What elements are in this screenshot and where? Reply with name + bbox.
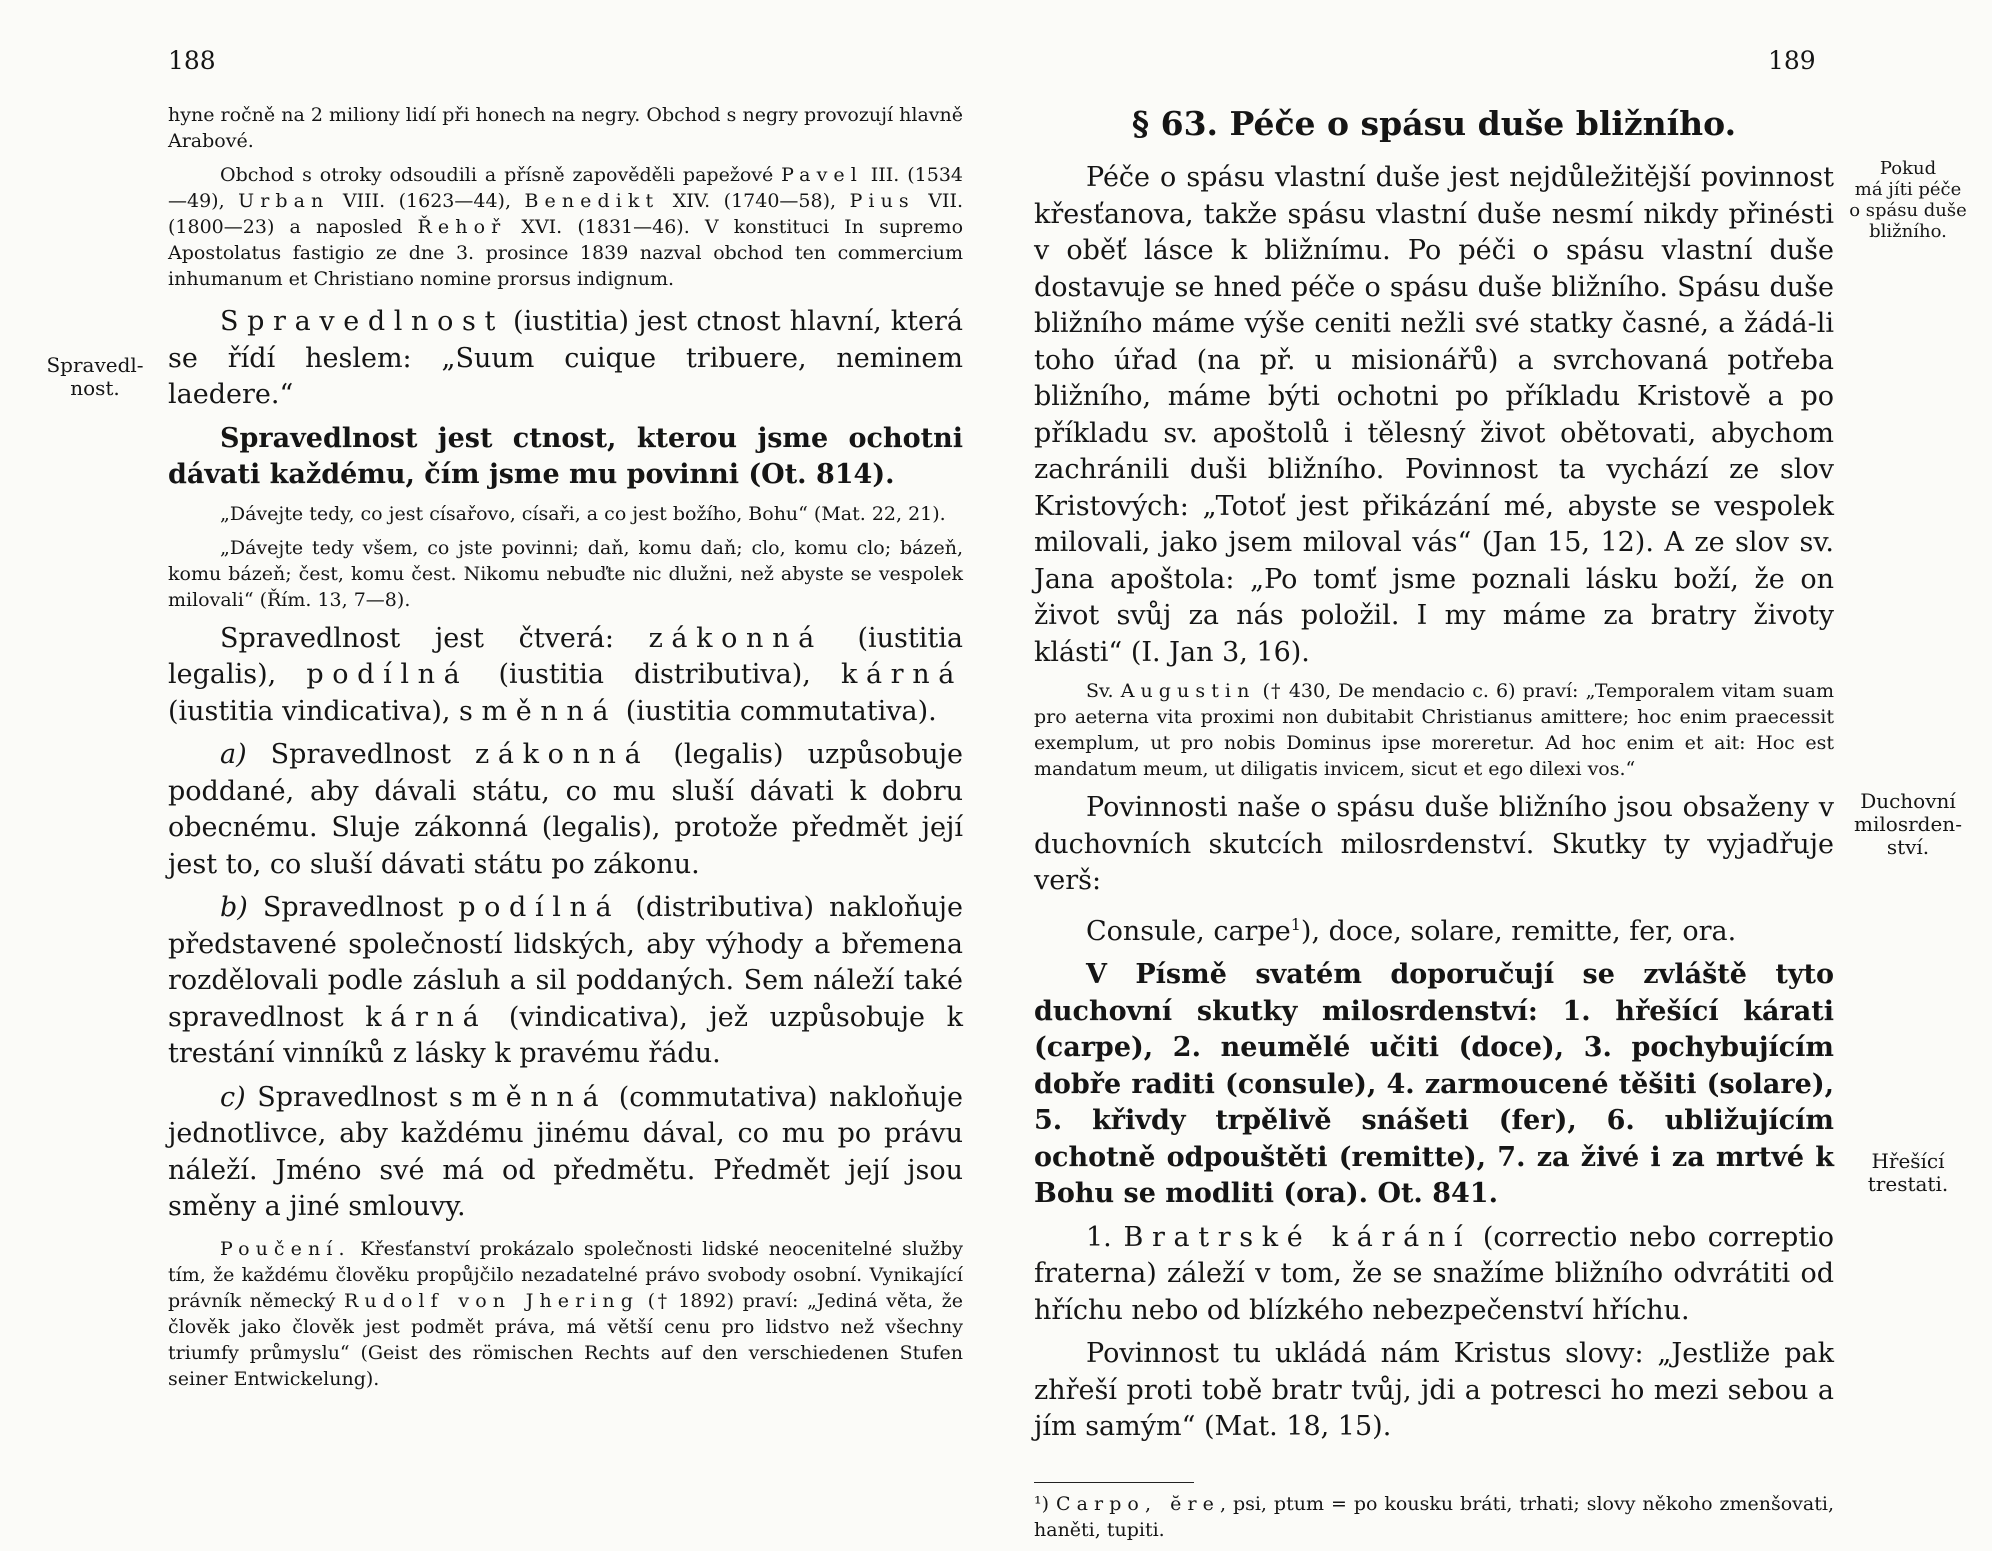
teaching-paragraph: Poučení. Křesťanství prokázalo společnosti lidské neocenitelné služby tím, že každému člověku propůjčilo nezadatelné právo svobody osobní. Vynikající právník německý Rudolf von Jhering († 1892) praví: „Jediná věta, že člověk jako člověk jest podmět práva, má větší cenu pro lidstvo než všechny triumfy průmyslu“ (Geist des römischen Rechts auf den verschiedenen Stufen seiner Entwickelung). (168, 1237, 964, 1390)
left-page (0, 0, 996, 1500)
popes-paragraph: Obchod s otroky odsoudili a přísně zapověděli papežové Pavel III. (1534—49), Urban VIII. (1623—44), Benedikt XIV. (1740—58), Pius VII. (1800—23) a naposled Řehoř XVI. (1831—46). V konstituci In supremo Apostolatus fastigio ze dne 3. prosince 1839 nazval obchod ten commercium inhumanum et Christiano nomine prorsus indignum. (168, 164, 964, 290)
augustine-quote: Sv. Augustin († 430, De mendacio c. 6) praví: „Temporalem vitam suam pro aeterna vita proximi non dubitabit Christianus amittere; hoc enim praecessit exemplum, ut pro nobis Dominus ipse moreretur. Ad hoc enim et ait: Hoc est mandatum meum, ut diligatis invicem, sicut et ego dilexi vos.“ (1034, 680, 1834, 780)
page-number: 189 (1768, 46, 1816, 75)
margin-note-care: Pokud má jíti péče o spásu duše bližního. (1849, 158, 1967, 242)
verse-line: Consule, carpe$^1$), doce, solare, remitte, fer, ora. (1086, 914, 1737, 947)
right-page (996, 0, 1992, 1541)
paragraph-a: a) Spravedlnost zákonná (legalis) uzpůsobuje poddané, aby dávali státu, co mu sluší dávati k dobru obecnému. Sluje zákonná (legalis), protože předmět její jest to, co sluší dávati státu po zákonu. (168, 739, 964, 880)
margin-note-spiritual-mercy: Duchovní milosrden- ství. (1854, 789, 1962, 859)
works-bold-list: V Písmě svatém doporučují se zvláště tyto duchovní skutky milosrdenství: 1. hřešící kárati (carpe), 2. neumělé učiti (doce), 3. pochybujícím dobře raditi (consule), 4. zarmoucené těšiti (solare), 5. křivdy trpělivě snášeti (fer), 6. ubližujícím ochotně odpouštěti (remitte), 7. za živé i za mrtvé k Bohu se modliti (ora). Ot. 841. (1034, 959, 1834, 1209)
left-text-column (168, 102, 963, 1400)
paragraph-care-of-soul: Péče o spásu vlastní duše jest nejdůležitější povinnost křesťanova, takže spásu vlastní duše nesmí nikdy přinésti v oběť lásce k bližnímu. Po péči o spásu vlastní duše dostavuje se hned péče o spásu duše bližního. Spásu duše bližního máme výše ceniti nežli své statky časné, a žádá-li toho úřad (na př. u misionářů) a svrchovaná potřeba bližního, máme býti ochotni po příkladu Kristově a po příkladu sv. apoštolů i tělesný život obětovati, abychom zachránili duši bližního. Povinnost ta vychází ze slov Kristových: „Totoť jest přikázání mé, abyste se vespolek milovali, jako jsem miloval vás“ (Jan 15, 12). A ze slov sv. Jana apoštola: „Po tomť jsme poznali lásku boží, že on život svůj za nás položil. I my máme za bratry životy klásti“ (I. Jan 3, 16). (1034, 162, 1834, 668)
page-number: 188 (168, 46, 216, 75)
paragraph-c: c) Spravedlnost směnná (commutativa) nakloňuje jednotlivce, aby každému jinému dával, co mu po právu náleží. Jméno své má od předmětu. Předmět její jsou směny a jiné smlouvy. (168, 1081, 963, 1222)
paragraph-b: b) Spravedlnost podílná (distributiva) nakloňuje představené společností lidských, aby výhody a břemena rozdělovali podle zásluh a sil poddaných. Sem náleží také spravedlnost kárná (vindicativa), jež uzpůsobuje k trestání vinníků z lásky k pravému řádu. (168, 892, 963, 1069)
intro-paragraph: hyne ročně na 2 miliony lidí při honech na negry. Obchod s negry provozují hlavně Arabové. (168, 104, 963, 152)
justice-bold-definition: Spravedlnost jest ctnost, kterou jsme ochotni dávati každému, čím jsme mu povinni (Ot. 814). (168, 422, 963, 490)
quote-romans: „Dávejte tedy všem, co jste povinni; daň, komu daň; clo, komu clo; bázeň, komu bázeň; čest, komu čest. Nikomu nebuďte nic dlužni, než abyste se vespolek milovali“ (Řím. 13, 7—8). (168, 536, 963, 611)
margin-note-justice: Spravedl- nost. (46, 353, 144, 400)
paragraph-fraternal-correction: 1. Bratrské kárání (correctio nebo correptio fraterna) záleží v tom, že se snažíme bližního odvrátiti od hříchu nebo od blízkého nebezpečenství hříchu. (1034, 1221, 1834, 1326)
fourfold-paragraph: Spravedlnost jest čtverá: zákonná (iustitia legalis), podílná (iustitia distributiva), kárná (iustitia vindicativa), směnná (iustitia commutativa). (168, 622, 963, 727)
margin-note-sinners: Hřešící trestati. (1867, 1149, 1949, 1196)
section-heading: § 63. Péče o spásu duše bližního. (1131, 104, 1737, 143)
footnote: ¹) Carpo, ĕre, psi, ptum = po kousku bráti, trhati; slovy někoho zmenšovati, haněti, tupiti. (1034, 1492, 1834, 1541)
quote-matthew: „Dávejte tedy, co jest císařovo, císaři, a co jest božího, Bohu“ (Mat. 22, 21). (220, 502, 946, 525)
right-text-column (1034, 102, 1834, 1551)
justice-definition: Spravedlnost (iustitia) jest ctnost hlavní, která se řídí heslem: „Suum cuique tribuere, neminem laedere.“ (168, 306, 963, 410)
footnote-rule (1034, 1482, 1194, 1483)
paragraph-spiritual-works: Povinnosti naše o spásu duše bližního jsou obsaženy v duchovních skutcích milosrdenství. Skutky ty vyjadřuje verš: (1034, 792, 1834, 896)
paragraph-christ-words: Povinnost tu ukládá nám Kristus slovy: „Jestliže pak zhřeší proti tobě bratr tvůj, jdi a potresci ho mezi sebou a jím samým“ (Mat. 18, 15). (1034, 1338, 1834, 1442)
